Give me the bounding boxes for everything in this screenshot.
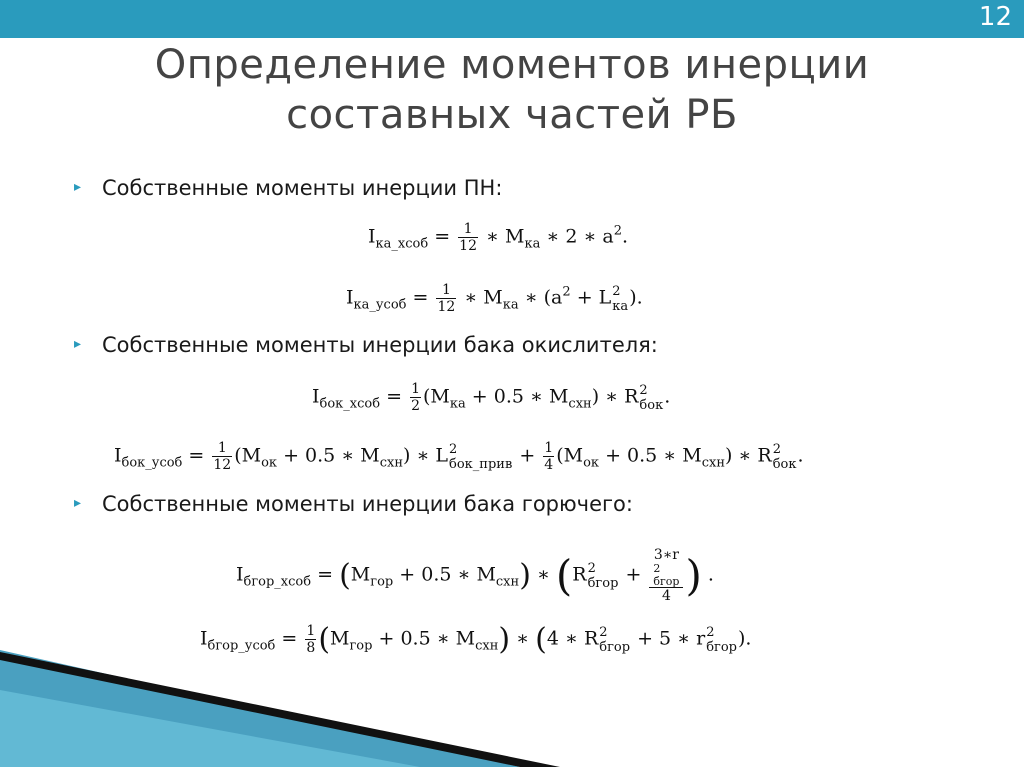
formula-gor-x: $I_{бгор\_хсоб} = (M_{гор} + 0.5$ ∗ $M_{схн}$) ∗ (R 2 бгор + 3∗r 2 бгор 4 ) . xyxy=(236,547,714,605)
bullet-text: Собственные моменты инерции бака окислителя: xyxy=(102,333,658,357)
title-line-2: составных частей РБ xyxy=(286,92,738,138)
formula-ok-y: $I_{бок\_усоб}$ = $\frac{1}{12}$ ($M_{ок} + 0.5$ ∗ $M_{схн}$) ∗ L 2 бок_прив + $\frac{1}{4}$ ($M_{ок} + 0.5$ ∗ $M_{схн}$) ∗ R 2 бок . xyxy=(114,440,804,474)
bullet-arrow-icon: ▸ xyxy=(74,336,82,352)
bullet-arrow-icon: ▸ xyxy=(74,495,82,511)
bullet-arrow-icon: ▸ xyxy=(74,179,82,195)
formula-ka-x: $I_{ка\_хсоб}$ = $\frac{1}{12}$ ∗ $M_{ка}$ ∗ 2 ∗ $a^2$. xyxy=(368,221,629,255)
title-line-1: Определение моментов инерции xyxy=(154,42,870,88)
formula-gor-y: $I_{бгор\_усоб}$ = $\frac{1}{8}$ ($M_{гор} + 0.5$ ∗ $M_{схн}$) ∗ (4 ∗ R 2 бгор + 5 ∗ r 2 бгор ). xyxy=(200,622,752,657)
formula-ka-y: $I_{ка\_усоб}$ = $\frac{1}{12}$ ∗ $M_{ка}$ ∗ ($a^2 + L$ 2 ка ). xyxy=(346,282,643,316)
formula-ok-x: $I_{бок\_хсоб}$ = $\frac{1}{2}$ ($M_{ка} + 0.5$ ∗ $M_{схн}$) ∗ R 2 бок . xyxy=(312,381,671,415)
bullet-text: Собственные моменты инерции ПН: xyxy=(102,176,503,200)
bullet-text: Собственные моменты инерции бака горючего: xyxy=(102,492,633,516)
page-number: 12 xyxy=(978,2,1012,32)
